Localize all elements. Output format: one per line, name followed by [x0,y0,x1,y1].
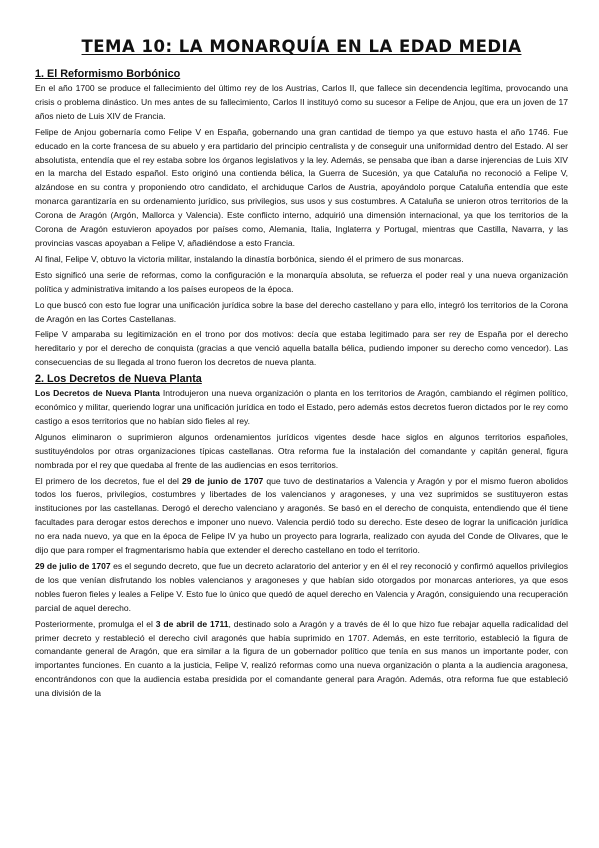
paragraph [35,618,568,701]
paragraph: Felipe de Anjou gobernaría como Felipe V en España, gobernando una gran cantidad de tiempo ya que estuvo hasta el año 1746. Fue educado en la corte francesa de su abuelo y era partidario del principio centralista y de conseguir una uniformidad dentro del Estado. Al ser absolutista, entendía que el rey estaba sobre los órganos legislativos y la ley. Además, se pensaba que iban a darse injerencias de Luis XIV en la marcha del Estado español. Esto originó una contienda bélica, la Guerra de Sucesión, ya que Cataluña no reconoció a Felipe V, alzándose en su contra y proponiendo otro candidato, el archiduque Carlos de Austria, apoyándolo porque Cataluña entendía que este monarca garantizaría en su ordenamiento jurídico, sus privilegios, sus usos y sus costumbres. A Cataluña se unieron otros territorios de la Corona de Aragón (Argón, Mallorca y Valencia). Este conflicto interno, adquirió una dimensión internacional, ya que los territorios de la Corona de Aragón estuvieron apoyados por países como, Alemania, Italia, Inglaterra y Portugal, mientras que Castilla, Navarra, y las provincias vascas apoyaban a Felipe V, añadiéndose a esto Francia. [35,126,568,248]
paragraph: En el año 1700 se produce el fallecimiento del último rey de los Austrias, Carlos II, que fallece sin decendencia legítima, provocando una crisis o problema dinástico. Un mes antes de su fallecimiento, Carlos II instituyó como su sucesor a Felipe de Anjou, que era un joven de 17 años nieto de Luis XIV de Francia. [35,83,568,121]
paragraph-text: , destinado solo a Aragón y a través de él lo que hizo fue rebajar aquella radicalidad del primer decreto y restableció el derecho civil aragonés que había suprimido en 1707. Además, en este territorio, estableció la figura de comandante general de Aragón, que era similar a la figura de un gobernador político que tenía en sus manos un importante poder, con importantes funciones. En cuanto a la justicia, Felipe V, realizó reformas como una nueva organización o planta a la audiencia aragonesa, encontrándonos con que la audiencia estaba presidida por el comandante general para Aragón. Además, otra reforma fue que estableció una división de la [35,618,569,699]
section-heading-decretos: 2. Los Decretos de Nueva Planta [35,373,202,386]
paragraph-text: El primero de los decretos, fue el del [35,475,182,486]
bold-date: 29 de junio de 1707 [181,475,264,486]
paragraph [35,387,568,429]
section-heading-reformismo: 1. El Reformismo Borbónico [35,68,181,80]
paragraph [35,560,568,616]
paragraph-text: que tuvo de destinatarios a Valencia y Aragón y por el mismo fueron abolidos todos los fueros, privilegios, costumbres y libertades de los valencianos y aragoneses, y una vez suprimidos se sustituyeron estas instituciones por las castellanas. Derogó el derecho valenciano y aragonés. Se basó en el derecho de conquista, entendiendo que él tiene facultades para derogar estos derechos e imponer uno nuevo. Valencia perdió todo su derecho. Este deseo de lograr la unificación jurídica no era nada nuevo, ya que en la época de Felipe IV ya hubo un proyecto para lograrla, realizado con ayuda del Conde de Olivares, que le dijo que para romper el fragmentarismo había que extender el derecho castellano en todo el territorio. [35,475,568,556]
bold-term: Los Decretos de Nueva Planta [35,388,160,399]
paragraph: Lo que buscó con esto fue lograr una unificación jurídica sobre la base del derecho castellano y para ello, integró los territorios de la Corona de Aragón en las Cortes Castellanas. [35,299,568,324]
paragraph: Al final, Felipe V, obtuvo la victoria militar, instalando la dinastía borbónica, siendo él el primero de sus monarcas. [35,253,464,264]
paragraph-text: Introdujeron una nueva organización o planta en los territorios de Aragón, cambiando el régimen político, económico y militar, queriendo lograr una unificación jurídica en todo el Estado, pero además estos decretos fueron dictados por le rey como castigo a esos territorios que no habían sido fieles al rey. [35,388,568,426]
bold-date: 29 de julio de 1707 [35,561,111,571]
page-title: TEMA 10: LA MONARQUÍA EN LA EDAD MEDIA [81,37,522,56]
paragraph-text: Posteriormente, promulga el el [35,618,156,629]
bold-date: 3 de abril de 1711 [155,618,229,629]
paragraph-text: es el segundo decreto, que fue un decreto aclaratorio del anterior y en él el rey reconoció y confirmó aquellos privilegios de los que venían disfrutando los nobles valencianos y aragoneses y que habían sido otorgados por monarcas anteriores, ya que esos nobles fueron fieles y leales a Felipe V. Esto fue lo único que quedó de aquel derecho en Valencia y Aragón, consiguiendo una recuperación parcial de aquel derecho. [35,561,568,613]
paragraph: Esto significó una serie de reformas, como la configuración e la monarquía absoluta, se refuerza el poder real y una nueva organización política y administrativa imitando a los países europeos de la época. [35,269,568,294]
paragraph [35,475,568,558]
paragraph: Algunos eliminaron o suprimieron algunos ordenamientos jurídicos vigentes desde hace siglos en algunos territorios españoles, sustituyéndolos por otras organizaciones típicas castellanas. Otra reforma fue la instalación del comandante y capitán general, figura nombrada por el rey que quedaba al frente de las audiencias en esos territorios. [35,431,568,470]
paragraph: Felipe V amparaba su legitimización en el trono por dos motivos: decía que estaba legitimado para ser rey de España por el derecho hereditario y por el derecho de conquista (gracias a que venció aquella batalla bélica, pudiendo imponer su derecho como vencedor). Las consecuencias de su llegada al trono fueron los decretos de nueva planta. [35,329,568,368]
